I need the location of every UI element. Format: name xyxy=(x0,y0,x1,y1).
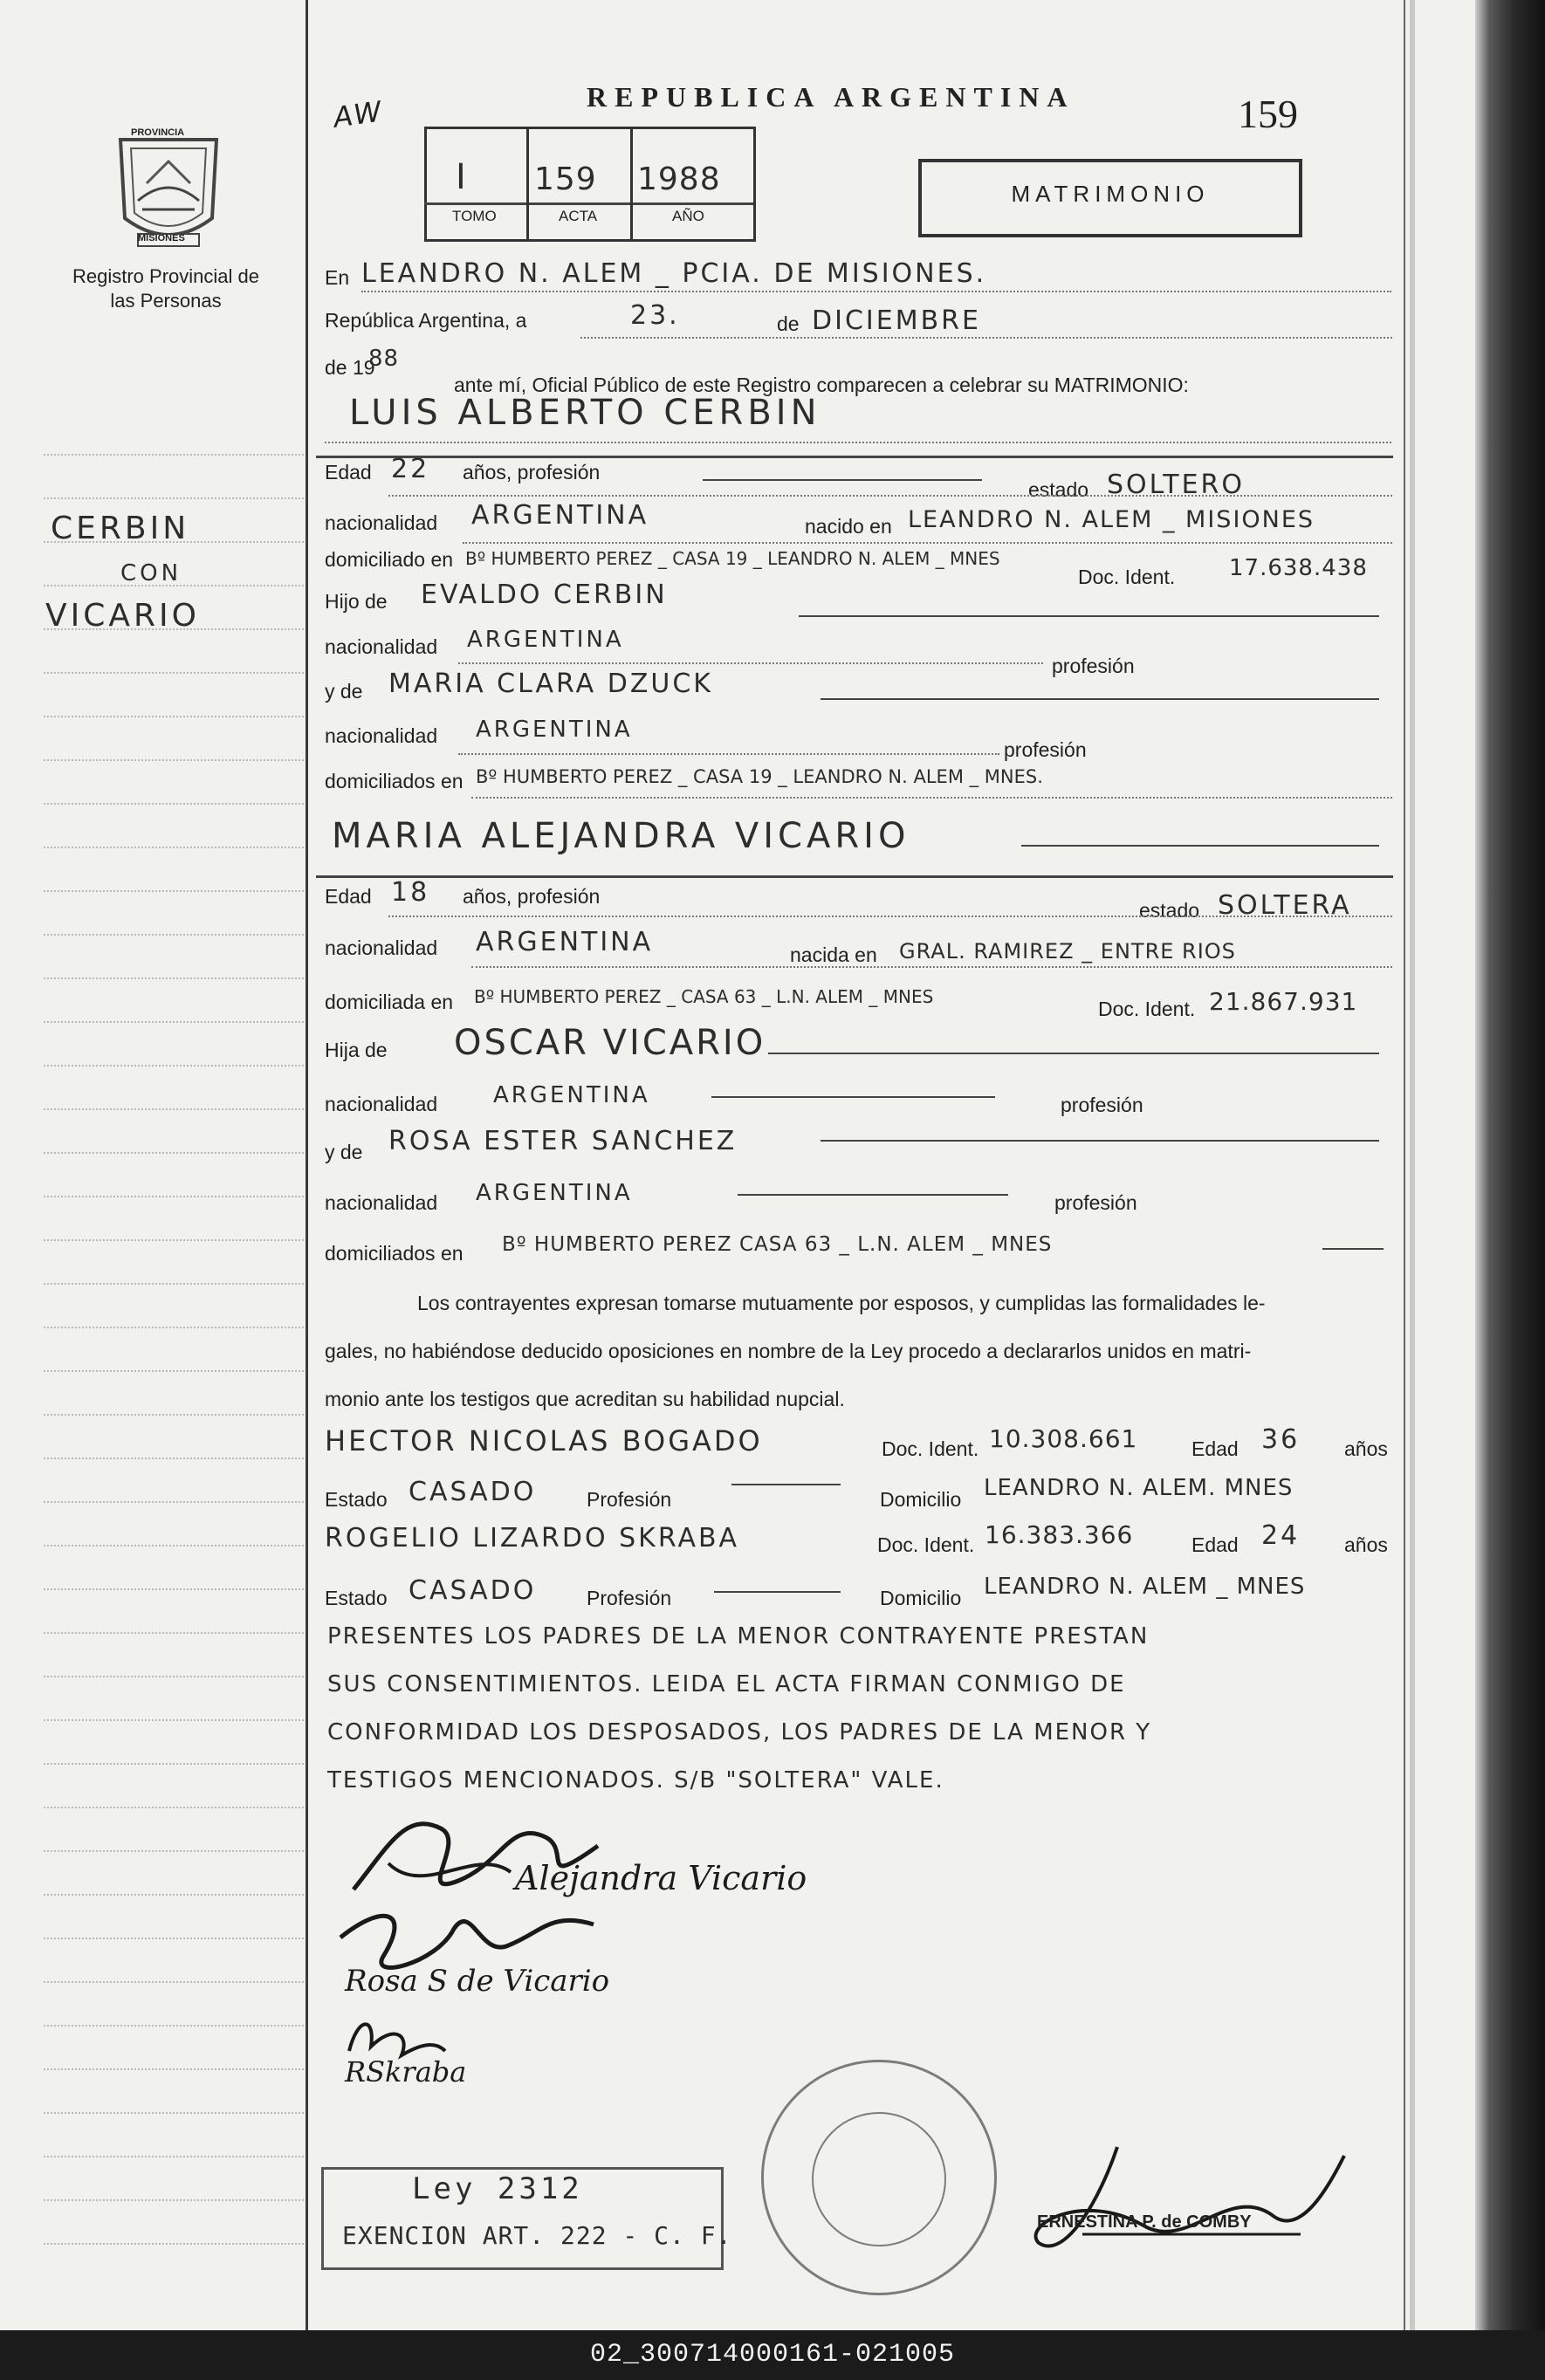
witness1-profesion-label: Profesión xyxy=(587,1488,672,1511)
groom-name: LUIS ALBERTO CERBIN xyxy=(349,393,821,433)
witness1-domicilio-label: Domicilio xyxy=(880,1488,962,1511)
bride-mother: ROSA ESTER SANCHEZ xyxy=(388,1126,738,1156)
groom-mother-nac-label: nacionalidad xyxy=(325,724,438,747)
groom-edad-line xyxy=(388,494,1392,497)
groom-father-nac-label: nacionalidad xyxy=(325,635,438,658)
witness2-edad-label: Edad xyxy=(1191,1533,1239,1556)
groom-mother-nac: ARGENTINA xyxy=(476,717,633,743)
bride-father-nac: ARGENTINA xyxy=(493,1082,650,1108)
margin-note-line1: CERBIN xyxy=(51,511,190,546)
book-binding xyxy=(1475,0,1545,2330)
margin-note-line2: CON xyxy=(120,560,182,586)
groom-doc-label: Doc. Ident. xyxy=(1078,566,1176,588)
bride-edad-line xyxy=(388,915,1392,917)
groom-divider xyxy=(316,456,1393,458)
anio-label: AÑO xyxy=(672,208,704,224)
day-value: 23. xyxy=(630,300,680,331)
bride-anos-profesion-label: años, profesión xyxy=(463,885,601,908)
bride-domiciliada-label: domiciliada en xyxy=(325,991,454,1013)
bride-estado-label: estado xyxy=(1139,899,1200,922)
bride-father-dash2 xyxy=(711,1096,995,1098)
page-number: 159 xyxy=(1238,92,1298,136)
groom-edad: 22 xyxy=(391,454,430,484)
witness2-profesion-dash xyxy=(714,1591,841,1593)
declaration-line2: gales, no habiéndose deducido oposiciones en nombre de la Ley procedo a declararlos unidos en matri- xyxy=(325,1340,1252,1362)
bride-doc: 21.867.931 xyxy=(1209,987,1358,1016)
groom-doc: 17.638.438 xyxy=(1229,555,1368,581)
signature-bride: Alejandra Vicario xyxy=(515,1859,807,1897)
signature-mother: Rosa S de Vicario xyxy=(345,1964,610,1999)
groom-mother-dash xyxy=(821,698,1379,700)
right-margin-line xyxy=(1404,0,1405,2330)
ley-stamp-line2: EXENCION ART. 222 - C. F. xyxy=(342,2221,732,2250)
witness2-estado-label: Estado xyxy=(325,1587,388,1609)
bride-mother-dash xyxy=(821,1140,1379,1142)
place-value: LEANDRO N. ALEM _ PCIA. DE MISIONES. xyxy=(361,258,987,289)
document-type: MATRIMONIO xyxy=(1011,181,1210,207)
bride-edad: 18 xyxy=(391,877,430,908)
ley-stamp-line1: Ley 2312 xyxy=(412,2171,583,2206)
groom-father-nac: ARGENTINA xyxy=(467,627,624,653)
republica-label: República Argentina, a xyxy=(325,309,527,332)
groom-parents-domicilio-line xyxy=(471,796,1392,799)
seal-text-bottom: MISIONES xyxy=(138,233,185,243)
acta-value: 159 xyxy=(534,161,597,197)
witness2-domicilio-label: Domicilio xyxy=(880,1587,962,1609)
bride-mother-dash2 xyxy=(738,1194,1008,1196)
groom-father-dash xyxy=(799,615,1379,617)
bride-mother-nac: ARGENTINA xyxy=(476,1180,633,1206)
groom-profesion-dash xyxy=(703,479,982,481)
witness1-name: HECTOR NICOLAS BOGADO xyxy=(325,1424,763,1457)
groom-father-nac-line xyxy=(458,662,1043,664)
anio-value: 1988 xyxy=(637,161,721,197)
tomo-value: I xyxy=(456,157,469,197)
bride-father-profesion-label: profesión xyxy=(1061,1094,1143,1116)
bride-mother-nac-label: nacionalidad xyxy=(325,1191,438,1214)
bride-domiciliados-label: domiciliados en xyxy=(325,1242,464,1265)
bride-domicilio: Bº HUMBERTO PEREZ _ CASA 63 _ L.N. ALEM _ MNES xyxy=(474,986,934,1007)
registry-round-stamp-inner xyxy=(812,2112,946,2246)
note-line1: PRESENTES LOS PADRES DE LA MENOR CONTRAYENTE PRESTAN xyxy=(327,1623,1150,1650)
bride-nacionalidad-label: nacionalidad xyxy=(325,936,438,959)
witness2-domicilio: LEANDRO N. ALEM _ MNES xyxy=(984,1574,1306,1600)
groom-domiciliados-label: domiciliados en xyxy=(325,770,464,792)
witness2-anos-label: años xyxy=(1344,1533,1388,1556)
de-label: de xyxy=(777,312,800,335)
groom-nacionalidad: ARGENTINA xyxy=(471,500,649,531)
tomo-label: TOMO xyxy=(452,208,497,224)
margin-note-line3: VICARIO xyxy=(45,598,200,634)
bride-nacionalidad: ARGENTINA xyxy=(476,927,654,957)
witness1-edad: 36 xyxy=(1261,1424,1301,1455)
month-value: DICIEMBRE xyxy=(812,305,981,336)
note-line4: TESTIGOS MENCIONADOS. S/B "SOLTERA" VALE. xyxy=(327,1767,944,1794)
note-line3: CONFORMIDAD LOS DESPOSADOS, LOS PADRES DE LA MENOR Y xyxy=(327,1719,1152,1746)
bride-father-dash xyxy=(768,1053,1379,1054)
bride-edad-label: Edad xyxy=(325,885,372,908)
footer-id: 02_300714000161-021005 xyxy=(0,2330,1545,2380)
seal-text-top: PROVINCIA xyxy=(131,127,185,138)
witness2-edad: 24 xyxy=(1261,1520,1301,1551)
witness1-estado-label: Estado xyxy=(325,1488,388,1511)
witness1-profesion-dash xyxy=(731,1484,841,1485)
bride-name: MARIA ALEJANDRA VICARIO xyxy=(332,816,910,856)
groom-nacionalidad-label: nacionalidad xyxy=(325,511,438,534)
witness2-doc: 16.383.366 xyxy=(985,1520,1134,1549)
groom-name-line xyxy=(325,441,1391,443)
witness2-name: ROGELIO LIZARDO SKRABA xyxy=(325,1523,740,1554)
officer-name: ERNESTINA P. de COMBY xyxy=(1037,2212,1252,2232)
witness1-domicilio: LEANDRO N. ALEM. MNES xyxy=(984,1475,1294,1501)
bride-parents-dash xyxy=(1322,1248,1384,1250)
groom-estado-label: estado xyxy=(1028,478,1089,501)
en-label: En xyxy=(325,266,350,289)
intro-statement: ante mí, Oficial Público de este Registro comparecen a celebrar su MATRIMONIO: xyxy=(454,374,1189,396)
witness1-anos-label: años xyxy=(1344,1437,1388,1460)
bride-father-nac-label: nacionalidad xyxy=(325,1093,438,1115)
groom-mother-nac-line xyxy=(458,752,999,755)
left-margin-line xyxy=(306,0,308,2330)
groom-father-profesion-label: profesión xyxy=(1052,655,1135,677)
country-title: REPUBLICA ARGENTINA xyxy=(587,81,1075,113)
bride-nacida: GRAL. RAMIREZ _ ENTRE RIOS xyxy=(899,939,1236,964)
bride-divider xyxy=(316,875,1393,878)
place-line xyxy=(361,290,1391,292)
witness1-doc-label: Doc. Ident. xyxy=(882,1437,979,1460)
groom-nacionalidad-line xyxy=(463,541,1392,544)
record-box-sep1 xyxy=(526,127,529,239)
declaration-line3: monio ante los testigos que acreditan su habilidad nupcial. xyxy=(325,1388,845,1410)
witness2-profesion-label: Profesión xyxy=(587,1587,672,1609)
groom-parents-domicilio: Bº HUMBERTO PEREZ _ CASA 19 _ LEANDRO N. ALEM _ MNES. xyxy=(476,766,1043,787)
acta-label: ACTA xyxy=(559,208,598,224)
record-box-sep2 xyxy=(630,127,633,239)
bride-yde-label: y de xyxy=(325,1141,363,1163)
bride-mother-profesion-label: profesión xyxy=(1054,1191,1137,1214)
groom-hijo-label: Hijo de xyxy=(325,590,388,613)
initials: AW xyxy=(331,94,386,134)
witness2-estado: CASADO xyxy=(409,1575,537,1606)
bride-name-dash xyxy=(1021,845,1379,847)
year-suffix: 88 xyxy=(368,346,400,372)
witness2-doc-label: Doc. Ident. xyxy=(877,1533,975,1556)
date-line xyxy=(580,336,1392,339)
groom-mother-profesion-label: profesión xyxy=(1004,738,1087,761)
witness1-edad-label: Edad xyxy=(1191,1437,1239,1460)
record-box-divider xyxy=(424,202,753,205)
groom-edad-label: Edad xyxy=(325,461,372,484)
bride-parents-domicilio: Bº HUMBERTO PEREZ CASA 63 _ L.N. ALEM _ MNES xyxy=(502,1233,1053,1256)
registry-name: Registro Provincial de las Personas xyxy=(72,265,259,312)
signature-witness2: RSkraba xyxy=(345,2055,467,2089)
year-prefix: de 19 xyxy=(325,356,375,379)
note-line2: SUS CONSENTIMIENTOS. LEIDA EL ACTA FIRMAN CONMIGO DE xyxy=(327,1671,1126,1698)
declaration-line1: Los contrayentes expresan tomarse mutuamente por esposos, y cumplidas las formalidades le- xyxy=(417,1292,1266,1314)
groom-domiciliado-label: domiciliado en xyxy=(325,548,454,571)
groom-domicilio: Bº HUMBERTO PEREZ _ CASA 19 _ LEANDRO N. ALEM _ MNES xyxy=(465,548,1000,569)
groom-nacido: LEANDRO N. ALEM _ MISIONES xyxy=(908,506,1315,533)
groom-yde-label: y de xyxy=(325,680,363,703)
bride-nacionalidad-line xyxy=(471,965,1392,968)
bride-doc-label: Doc. Ident. xyxy=(1098,998,1196,1020)
groom-father: EVALDO CERBIN xyxy=(421,580,668,610)
witness1-doc: 10.308.661 xyxy=(989,1424,1138,1453)
bride-father: OSCAR VICARIO xyxy=(454,1023,766,1063)
page-fold xyxy=(1410,0,1415,2330)
groom-anos-profesion-label: años, profesión xyxy=(463,461,601,484)
bride-estado: SOLTERA xyxy=(1218,890,1352,921)
signature-officer xyxy=(1013,2130,1362,2278)
witness1-estado: CASADO xyxy=(409,1477,537,1507)
bride-hija-label: Hija de xyxy=(325,1039,388,1061)
bride-nacida-label: nacida en xyxy=(790,943,877,966)
groom-mother: MARIA CLARA DZUCK xyxy=(388,669,713,699)
groom-nacido-label: nacido en xyxy=(805,515,892,538)
groom-estado: SOLTERO xyxy=(1107,470,1245,500)
